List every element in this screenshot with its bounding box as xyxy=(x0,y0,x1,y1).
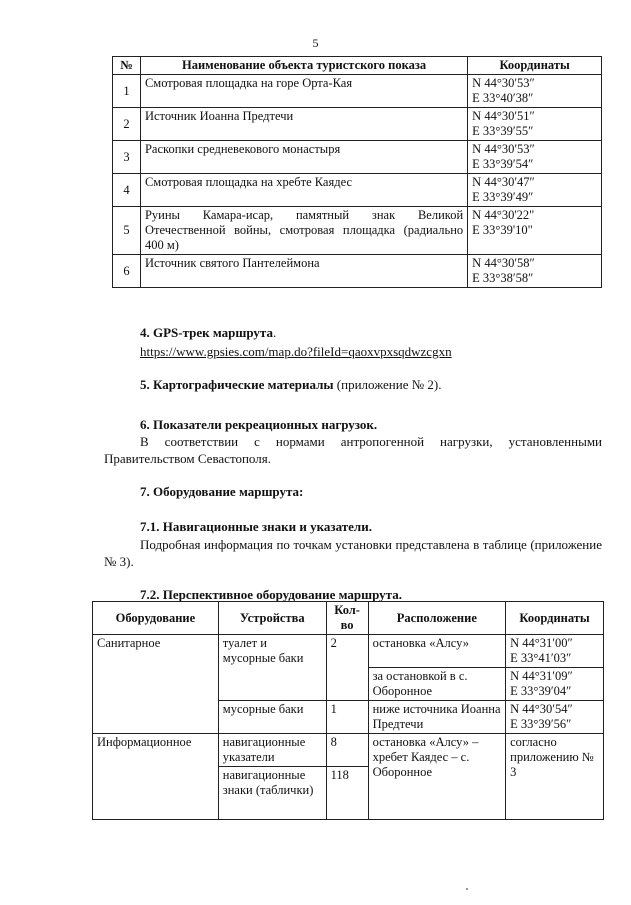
device: мусорные баки xyxy=(218,701,326,734)
table-row xyxy=(113,108,602,141)
location: остановка «Алсу» xyxy=(368,635,506,668)
table-row xyxy=(93,734,604,767)
page-number: 5 xyxy=(312,36,319,50)
header-number: № xyxy=(113,57,141,75)
coordinates: N 44°30′58″ E 33°38′58″ xyxy=(468,255,602,288)
coordinates: N 44°30′51″ E 33°39′55″ xyxy=(468,108,602,141)
row-number: 2 xyxy=(113,108,141,141)
coordinates: N 44°31′00″ E 33°41′03″ xyxy=(506,635,604,668)
section-7-title: 7. Оборудование маршрута: xyxy=(140,484,304,499)
row-number: 4 xyxy=(113,174,141,207)
coordinates: N 44°30′47″ E 33°39′49″ xyxy=(468,174,602,207)
section-6-title: 6. Показатели рекреационных нагрузок. xyxy=(140,417,378,432)
coordinates: N 44°30'22" E 33°39'10" xyxy=(468,207,602,255)
header-coordinates: Координаты xyxy=(506,602,604,635)
count: 1 xyxy=(326,701,368,734)
section-gps-track: 4. GPS-трек маршрута. xyxy=(140,325,277,340)
table-header-row xyxy=(113,57,602,75)
object-name: Раскопки средневекового монастыря xyxy=(140,141,467,174)
table-row xyxy=(93,635,604,668)
row-number: 6 xyxy=(113,255,141,288)
table-row xyxy=(113,255,602,288)
row-number: 5 xyxy=(113,207,141,255)
count: 8 xyxy=(326,734,368,767)
tourist-objects-table xyxy=(112,56,602,288)
device: туалет и мусорные баки xyxy=(218,635,326,701)
header-equipment: Оборудование xyxy=(93,602,219,635)
location: остановка «Алсу» – хребет Каядес – с. Оборонное xyxy=(368,734,506,820)
equipment-table xyxy=(92,601,604,820)
count: 118 xyxy=(326,767,368,820)
table-row xyxy=(113,207,602,255)
section-4-title: 4. GPS-трек маршрута xyxy=(140,325,273,340)
section-7-1-text: Подробная информация по точкам установки представлена в таблице (приложение № 3). xyxy=(104,537,602,569)
coordinates: N 44°30′53″ E 33°39′54″ xyxy=(468,141,602,174)
table-header-row xyxy=(93,602,604,635)
section-5-title: 5. Картографические материалы xyxy=(140,377,334,392)
device: навигационные указатели xyxy=(218,734,326,767)
count: 2 xyxy=(326,635,368,701)
section-7-1-title: 7.1. Навигационные знаки и указатели. xyxy=(140,519,372,534)
table-row xyxy=(113,141,602,174)
coordinates: N 44°30′54″ E 33°39′56″ xyxy=(506,701,604,734)
row-number: 3 xyxy=(113,141,141,174)
object-name: Руины Камара-исар, памятный знак Великой Отечественной войны, смотровая площадка (радиально 400 м) xyxy=(140,207,467,255)
header-coordinates: Координаты xyxy=(468,57,602,75)
object-name: Источник Иоанна Предтечи xyxy=(140,108,467,141)
header-devices: Устройства xyxy=(218,602,326,635)
location: за остановкой в с. Оборонное xyxy=(368,668,506,701)
object-name: Смотровая площадка на хребте Каядес xyxy=(140,174,467,207)
scan-speck xyxy=(466,888,468,890)
location: ниже источника Иоанна Предтечи xyxy=(368,701,506,734)
coordinates: согласно приложению № 3 xyxy=(506,734,604,820)
coordinates: N 44°30′53″ E 33°40′38″ xyxy=(468,75,602,108)
header-count: Кол-во xyxy=(326,602,368,635)
table-row xyxy=(113,174,602,207)
section-7-2-title: 7.2. Перспективное оборудование маршрута. xyxy=(140,587,402,602)
gps-track-link[interactable]: https://www.gpsies.com/map.do?fileId=qaoxvpxsqdwzcgxn xyxy=(140,344,452,359)
header-location: Расположение xyxy=(368,602,506,635)
equipment-type: Информационное xyxy=(93,734,219,820)
table-row xyxy=(113,75,602,108)
object-name: Смотровая площадка на горе Орта-Кая xyxy=(140,75,467,108)
coordinates: N 44°31′09″ E 33°39′04″ xyxy=(506,668,604,701)
device: навигационные знаки (таблички) xyxy=(218,767,326,820)
object-name: Источник святого Пантелеймона xyxy=(140,255,467,288)
section-6-text: В соответствии с нормами антропогенной нагрузки, установленными Правительством Севастополя. xyxy=(104,434,602,466)
section-maps: 5. Картографические материалы (приложение № 2). xyxy=(140,377,442,392)
equipment-type: Санитарное xyxy=(93,635,219,734)
row-number: 1 xyxy=(113,75,141,108)
header-object-name: Наименование объекта туристского показа xyxy=(140,57,467,75)
